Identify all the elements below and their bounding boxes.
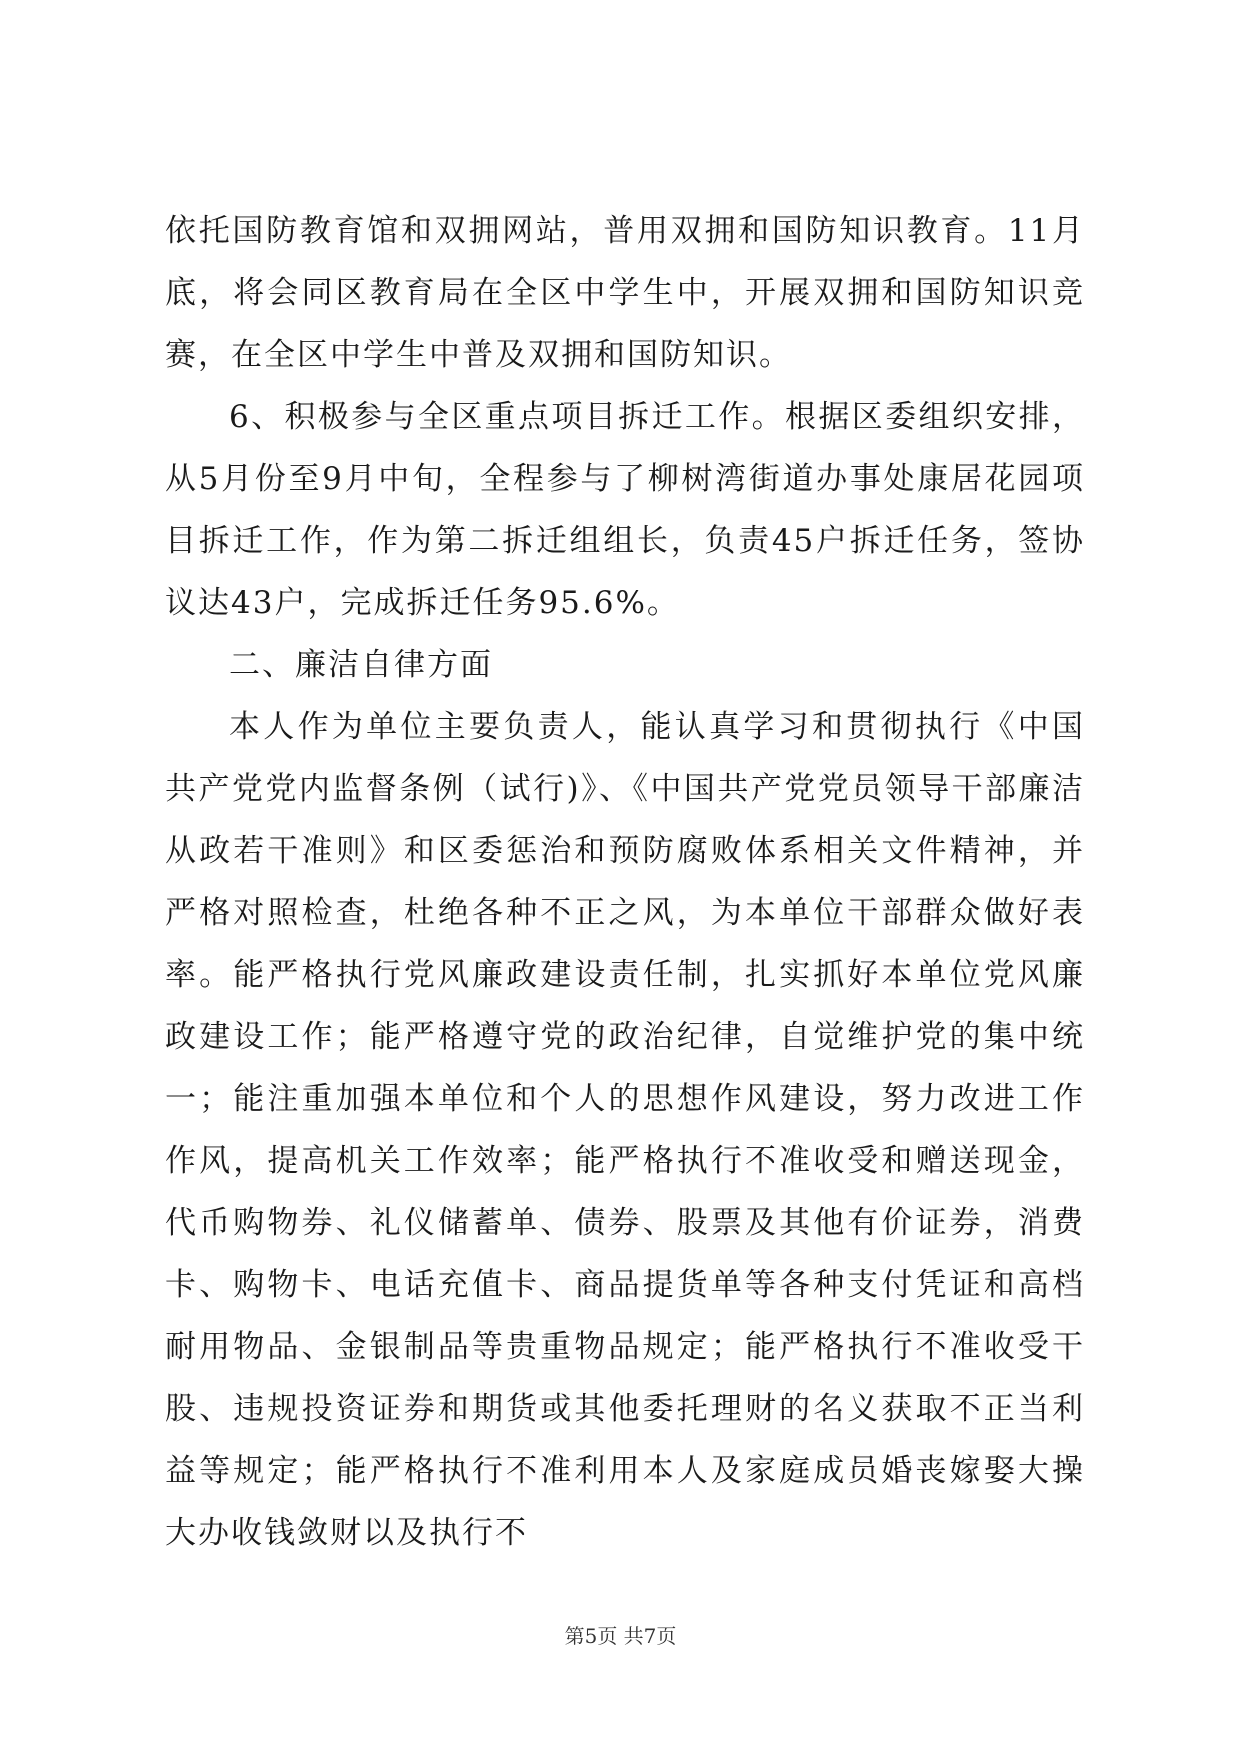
paragraph-integrity: 本人作为单位主要负责人，能认真学习和贯彻执行《中国共产党党内监督条例（试行)》、《中国共产党党员领导干部廉洁从政若干准则》和区委惩治和预防腐败体系相关文件精神，并严格对照检查，杜绝各种不正之风，为本单位干部群众做好表率。能严格执行党风廉政建设责任制，扎实抓好本单位党风廉政建设工作；能严格遵守党的政治纪律，自觉维护党的集中统一；能注重加强本单位和个人的思想作风建设，努力改进工作作风，提高机关工作效率；能严格执行不准收受和赠送现金，代币购物券、礼仪储蓄单、债券、股票及其他有价证券，消费卡、购物卡、电话充值卡、商品提货单等各种支付凭证和高档耐用物品、金银制品等贵重物品规定；能严格执行不准收受干股、违规投资证券和期货或其他委托理财的名义获取不正当利益等规定；能严格执行不准利用本人及家庭成员婚丧嫁娶大操大办收钱敛财以及执行不 [165,709,1085,1551]
paragraph-item-6: 6、积极参与全区重点项目拆迁工作。根据区委组织安排，从5月份至9月中旬，全程参与了柳树湾街道办事处康居花园项目拆迁工作，作为第二拆迁组组长，负责45户拆迁任务，签协议达43户，完成拆迁任务95.6%。 [165,399,1085,621]
section-heading: 二、廉洁自律方面 [229,647,493,683]
document-body [165,200,1085,1564]
page-number-footer: 第5页 共7页 [564,1624,677,1648]
paragraph-continued: 依托国防教育馆和双拥网站，普用双拥和国防知识教育。11月底，将会同区教育局在全区中学生中，开展双拥和国防知识竞赛，在全区中学生中普及双拥和国防知识。 [165,213,1085,373]
